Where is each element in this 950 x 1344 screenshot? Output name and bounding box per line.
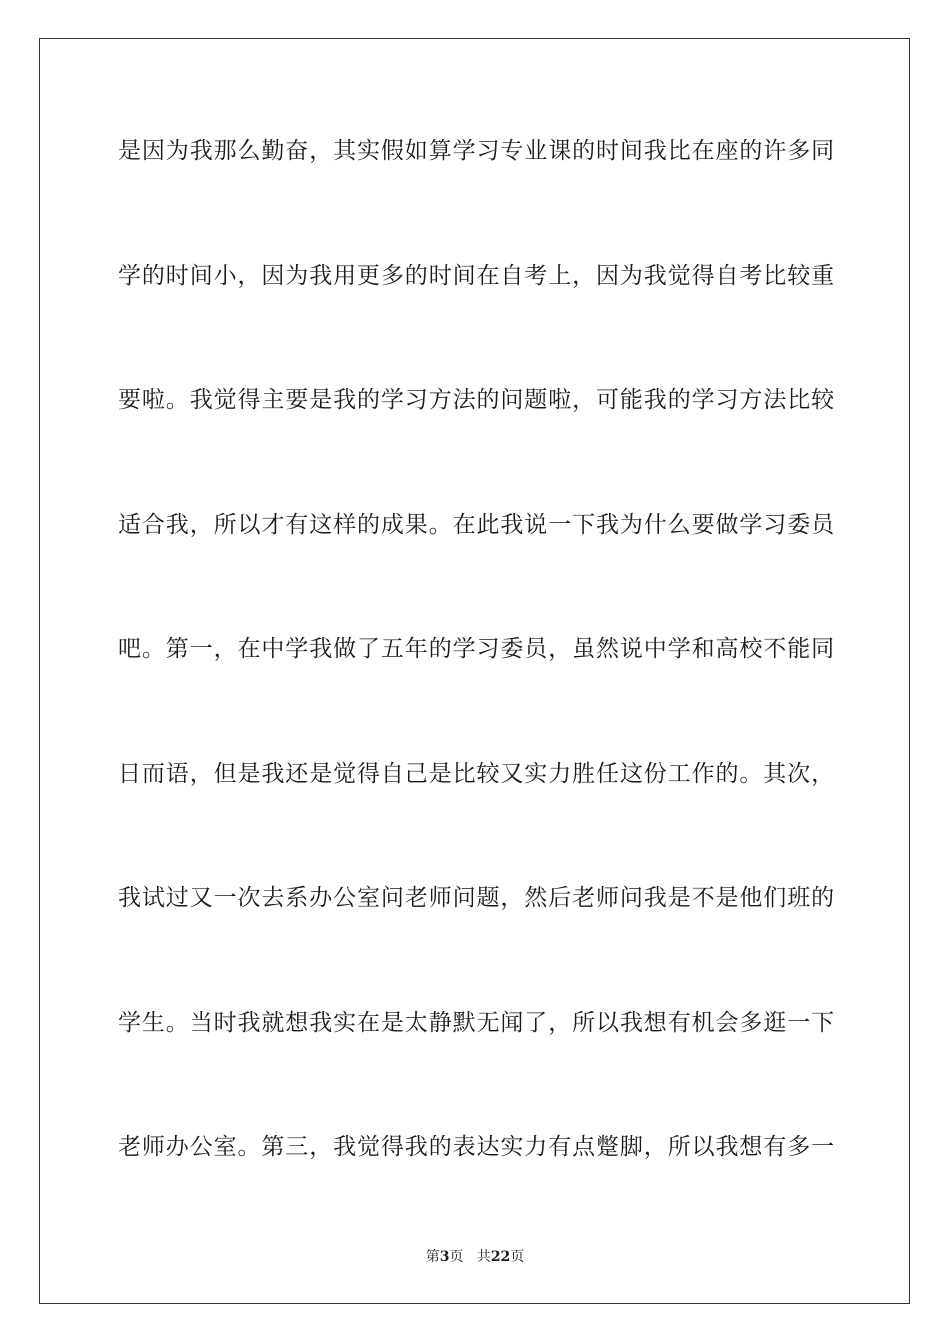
page-footer — [0, 1248, 950, 1266]
text-line: 老师办公室。第三，我觉得我的表达实力有点蹩脚，所以我想有多一 — [118, 1134, 835, 1160]
current-page-number: 3 — [439, 1249, 450, 1265]
page-prefix: 第 — [425, 1249, 440, 1265]
text-line: 吧。第一，在中学我做了五年的学习委员，虽然说中学和高校不能同 — [118, 636, 835, 662]
text-line: 学的时间小，因为我用更多的时间在自考上，因为我觉得自考比较重 — [118, 263, 835, 289]
text-line: 适合我，所以才有这样的成果。在此我说一下我为什么要做学习委员 — [118, 512, 835, 538]
total-prefix: 共 — [476, 1249, 491, 1265]
text-line: 日而语，但是我还是觉得自己是比较又实力胜任这份工作的。其次， — [118, 761, 835, 787]
page-suffix: 页 — [449, 1249, 464, 1265]
text-line: 是因为我那么勤奋，其实假如算学习专业课的时间我比在座的许多同 — [118, 138, 835, 164]
total-page-count: 22 — [490, 1249, 511, 1265]
page-border — [39, 38, 910, 1304]
total-suffix: 页 — [510, 1249, 525, 1265]
text-line: 我试过又一次去系办公室问老师问题，然后老师问我是不是他们班的 — [118, 885, 835, 911]
text-line: 学生。当时我就想我实在是太静默无闻了，所以我想有机会多逛一下 — [118, 1010, 835, 1036]
text-line: 要啦。我觉得主要是我的学习方法的问题啦，可能我的学习方法比较 — [118, 387, 835, 413]
